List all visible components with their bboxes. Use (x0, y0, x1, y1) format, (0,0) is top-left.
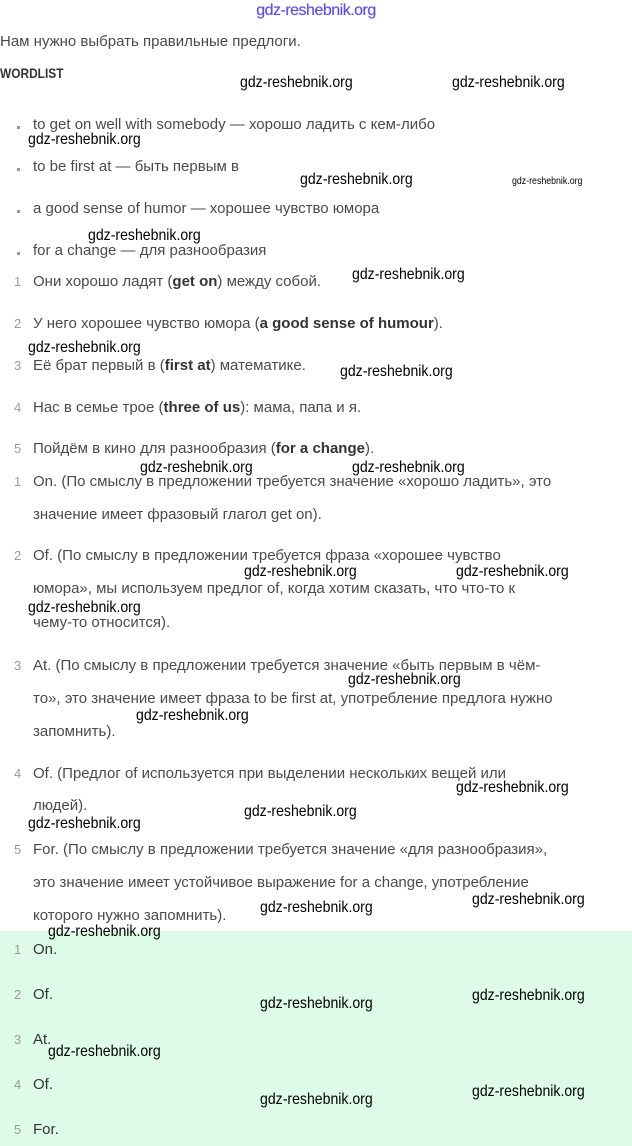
explanation-number: 3 (14, 658, 22, 673)
sentence-number: 5 (14, 441, 22, 456)
answer: For. (33, 1121, 59, 1138)
watermark: gdz-reshebnik.org (472, 1083, 585, 1100)
watermark: gdz-reshebnik.org (28, 131, 141, 148)
explanation-line: это значение имеет устойчивое выражение for a change, употребление (33, 874, 529, 891)
sentence (33, 357, 306, 374)
sentence-number: 1 (14, 274, 22, 289)
wordlist-item: a good sense of humor — хорошее чувство юмора (33, 200, 380, 217)
watermark: gdz-reshebnik.org (512, 176, 583, 187)
watermark: gdz-reshebnik.org (28, 815, 141, 832)
answer-number: 2 (14, 987, 22, 1002)
sentence-number: 2 (14, 316, 22, 331)
sentence-text: Они хорошо ладят ( (33, 273, 173, 290)
sentence (33, 440, 374, 457)
watermark: gdz-reshebnik.org (260, 1091, 373, 1108)
sentence (33, 315, 443, 332)
answer-number: 1 (14, 942, 22, 957)
sentence-answer: for a change (275, 440, 365, 457)
watermark: gdz-reshebnik.org (300, 171, 413, 188)
watermark: gdz-reshebnik.org (352, 266, 465, 283)
explanation-line: Of. (Предлог of используется при выделении нескольких вещей или (33, 765, 507, 782)
sentence-text: ) математике. (210, 357, 306, 374)
sentence-text: У него хорошее чувство юмора ( (33, 315, 260, 332)
explanation-line: людей). (33, 797, 88, 814)
explanation-line: запомнить). (33, 723, 116, 740)
explanation-line: At. (По смыслу в предложении требуется значение «быть первым в чём- (33, 657, 541, 674)
answers-panel (0, 931, 632, 1146)
watermark: gdz-reshebnik.org (48, 1043, 161, 1060)
bullet-icon (17, 126, 20, 129)
watermark: gdz-reshebnik.org (88, 227, 201, 244)
watermark: gdz-reshebnik.org (240, 74, 353, 91)
answer-number: 3 (14, 1032, 22, 1047)
sentence-answer: three of us (163, 399, 241, 416)
bullet-icon (17, 168, 20, 171)
sentence-answer: first at (164, 357, 211, 374)
answer: On. (33, 941, 58, 958)
wordlist-item: to get on well with somebody — хорошо ладить с кем-либо (33, 116, 436, 133)
answer-number: 4 (14, 1077, 22, 1092)
explanation-line: Of. (По смыслу в предложении требуется фраза «хорошее чувство (33, 547, 501, 564)
explanation-number: 4 (14, 766, 22, 781)
watermark: gdz-reshebnik.org (140, 459, 253, 476)
watermark: gdz-reshebnik.org (28, 599, 141, 616)
watermark: gdz-reshebnik.org (244, 803, 357, 820)
wordlist-title: WORDLIST (0, 65, 64, 81)
watermark: gdz-reshebnik.org (28, 339, 141, 356)
wordlist-item: for a change — для разнообразия (33, 242, 267, 259)
explanation-line: чему-то относится). (33, 614, 171, 631)
watermark: gdz-reshebnik.org (456, 563, 569, 580)
explanation-line: юмора», мы используем предлог of, когда хотим сказать, что что-то к (33, 580, 516, 597)
watermark: gdz-reshebnik.org (340, 363, 453, 380)
sentence (33, 273, 321, 290)
watermark: gdz-reshebnik.org (260, 995, 373, 1012)
explanation-line: которого нужно запомнить). (33, 907, 227, 924)
intro-text: Нам нужно выбрать правильные предлоги. (0, 33, 301, 50)
sentence-number: 3 (14, 358, 22, 373)
watermark: gdz-reshebnik.org (348, 671, 461, 688)
explanation-number: 5 (14, 842, 22, 857)
explanation-line: For. (По смыслу в предложении требуется значение «для разнообразия», (33, 841, 548, 858)
sentence-answer: get on (172, 273, 218, 290)
watermark: gdz-reshebnik.org (244, 563, 357, 580)
watermark: gdz-reshebnik.org (136, 707, 249, 724)
watermark: gdz-reshebnik.org (456, 779, 569, 796)
sentence-text: ) между собой. (217, 273, 321, 290)
answer: Of. (33, 1076, 54, 1093)
explanation-line: On. (По смыслу в предложении требуется значение «хорошо ладить», это (33, 473, 552, 490)
explanation-line: то», это значение имеет фраза to be first at, употребление предлога нужно (33, 690, 553, 707)
watermark: gdz-reshebnik.org (48, 923, 161, 940)
sentence-text: Её брат первый в ( (33, 357, 165, 374)
watermark: gdz-reshebnik.org (260, 899, 373, 916)
watermark: gdz-reshebnik.org (352, 459, 465, 476)
sentence-text: Пойдём в кино для разнообразия ( (33, 440, 276, 457)
watermark: gdz-reshebnik.org (472, 987, 585, 1004)
sentence-text: ): мама, папа и я. (240, 399, 362, 416)
explanation-number: 2 (14, 548, 22, 563)
bullet-icon (17, 252, 20, 255)
sentence-text: Нас в семье трое ( (33, 399, 164, 416)
watermark: gdz-reshebnik.org (472, 891, 585, 908)
sentence-text: ). (364, 440, 375, 457)
site-header-link[interactable]: gdz-reshebnik.org (256, 2, 376, 19)
wordlist-item: to be first at — быть первым в (33, 158, 239, 175)
answer-number: 5 (14, 1122, 22, 1137)
watermark: gdz-reshebnik.org (452, 74, 565, 91)
answer: Of. (33, 986, 54, 1003)
explanation-number: 1 (14, 474, 22, 489)
sentence-number: 4 (14, 400, 22, 415)
explanation-line: значение имеет фразовый глагол get on). (33, 506, 322, 523)
sentence-answer: a good sense of humour (259, 315, 434, 332)
sentence-text: ). (433, 315, 443, 332)
sentence (33, 399, 361, 416)
bullet-icon (17, 210, 20, 213)
answer: At. (33, 1031, 52, 1048)
